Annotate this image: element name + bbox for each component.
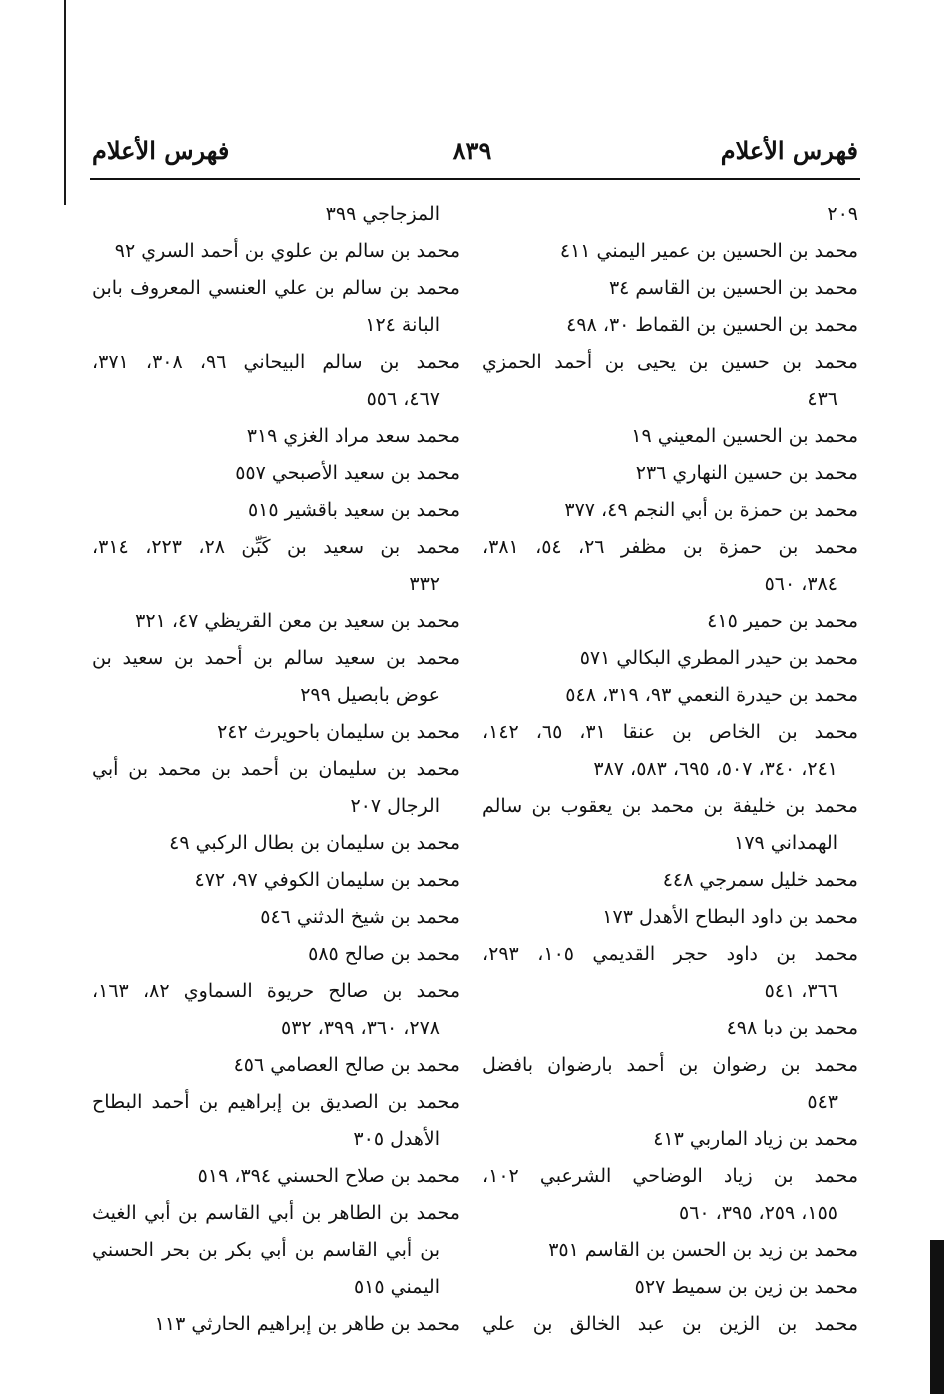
page-header — [92, 126, 858, 174]
index-entry-line: محمد بن سعيد سالم بن أحمد بن سعيد بن — [92, 647, 460, 669]
index-entry-line: محمد بن رضوان بن أحمد بارضوان بافضل — [482, 1054, 858, 1076]
index-entry-line: الهمداني ١٧٩ — [734, 832, 838, 854]
index-entry-line: محمد بن حسين النهاري ٢٣٦ — [635, 462, 858, 484]
index-entry-line: محمد بن داود حجر القديمي ١٠٥، ٢٩٣، — [482, 943, 858, 965]
index-entry-line: الرجال ٢٠٧ — [350, 795, 440, 817]
index-entry-line: ٣٣٢ — [409, 573, 440, 595]
index-entry-line: محمد بن حمير ٤١٥ — [707, 610, 858, 632]
index-entry-line: محمد بن زياد الماربي ٤١٣ — [653, 1128, 858, 1150]
index-entry-line: محمد بن سليمان بن بطال الركبي ٤٩ — [169, 832, 460, 854]
index-entry-line: محمد بن الزين بن عبد الخالق بن علي — [482, 1313, 858, 1335]
index-entry-line: محمد بن الحسين المعيني ١٩ — [631, 425, 858, 447]
index-entry-line: محمد بن شيخ الدثني ٥٤٦ — [260, 906, 460, 928]
index-entry-line: محمد بن حسين بن يحيى بن أحمد الحمزي — [482, 351, 858, 373]
page-number: ٨٣٩ — [452, 136, 492, 165]
index-entry-line: ٢٠٩ — [827, 203, 858, 225]
index-entry-line: الأهدل ٣٠٥ — [353, 1128, 440, 1150]
index-entry-line: محمد بن سالم بن علي العنسي المعروف بابن — [92, 277, 460, 299]
scan-edge-line — [64, 0, 66, 205]
index-entry-line: ٤٣٦ — [807, 388, 838, 410]
index-entry-line: محمد بن سليمان الكوفي ٩٧، ٤٧٢ — [194, 869, 460, 891]
index-entry-line: محمد بن الصديق بن إبراهيم بن أحمد البطاح — [92, 1091, 460, 1113]
index-entry-line: محمد بن زين بن سميط ٥٢٧ — [634, 1276, 858, 1298]
index-entry-line: ١٥٥، ٢٥٩، ٣٩٥، ٥٦٠ — [678, 1202, 838, 1224]
index-entry-line: محمد بن سليمان بن أحمد بن محمد بن أبي — [92, 758, 460, 780]
index-entry-line: محمد بن صلاح الحسني ٣٩٤، ٥١٩ — [197, 1165, 460, 1187]
index-entry-line: محمد بن الطاهر بن أبي القاسم بن أبي الغيث — [92, 1202, 460, 1224]
index-entry-line: محمد بن خليفة بن محمد بن يعقوب بن سالم — [482, 795, 858, 817]
index-entry-line: ٤٦٧، ٥٥٦ — [366, 388, 440, 410]
index-entry-line: محمد بن الحسين بن القماط ٣٠، ٤٩٨ — [566, 314, 858, 336]
index-entry-line: محمد بن سعيد الأصبحي ٥٥٧ — [235, 462, 460, 484]
index-entry-line: البانة ١٢٤ — [365, 314, 440, 336]
index-entry-line: ٣٨٤، ٥٦٠ — [764, 573, 838, 595]
index-entry-line: ٢٧٨، ٣٦٠، ٣٩٩، ٥٣٢ — [280, 1017, 440, 1039]
index-entry-line: محمد سعد مراد الغزي ٣١٩ — [246, 425, 460, 447]
index-column-right — [482, 196, 858, 1343]
index-entry-line: محمد بن سالم بن علوي بن أحمد السري ٩٢ — [114, 240, 460, 262]
index-entry-line: محمد بن سعيد باقشير ٥١٥ — [247, 499, 460, 521]
index-entry-line: محمد بن حيدر المطري البكالي ٥٧١ — [579, 647, 858, 669]
scan-edge-shadow — [930, 1240, 944, 1394]
index-entry-line: محمد بن حيدرة النعمي ٩٣، ٣١٩، ٥٤٨ — [565, 684, 858, 706]
index-entry-line: محمد بن صالح ٥٨٥ — [308, 943, 460, 965]
index-entry-line: محمد بن حمزة بن مظفر ٢٦، ٥٤، ٣٨١، — [482, 536, 858, 558]
index-entry-line: محمد خليل سمرجي ٤٤٨ — [662, 869, 858, 891]
index-entry-line: ٣٦٦، ٥٤١ — [764, 980, 838, 1002]
index-entry-line: المزجاجي ٣٩٩ — [325, 203, 440, 225]
index-entry-line: محمد بن سالم البيحاني ٩٦، ٣٠٨، ٣٧١، — [92, 351, 460, 373]
index-entry-line: محمد بن زياد الوضاحي الشرعبي ١٠٢، — [482, 1165, 858, 1187]
header-rule — [90, 178, 860, 180]
index-column-left — [92, 196, 460, 1343]
index-entry-line: محمد بن طاهر بن إبراهيم الحارثي ١١٣ — [154, 1313, 460, 1335]
index-entry-line: اليمني ٥١٥ — [353, 1276, 440, 1298]
index-entry-line: محمد بن حمزة بن أبي النجم ٤٩، ٣٧٧ — [564, 499, 858, 521]
index-entry-line: محمد بن سعيد بن معن القريظي ٤٧، ٣٢١ — [135, 610, 460, 632]
index-entry-line: محمد بن داود البطاح الأهدل ١٧٣ — [602, 906, 858, 928]
index-entry-line: ٢٤١، ٣٤٠، ٥٠٧، ٦٩٥، ٥٨٣، ٣٨٧ — [593, 758, 838, 780]
index-entry-line: محمد بن صالح العصامي ٤٥٦ — [233, 1054, 460, 1076]
index-entry-line: محمد بن الحسين بن القاسم ٣٤ — [608, 277, 858, 299]
index-entry-line: عوض بابصيل ٢٩٩ — [300, 684, 440, 706]
index-entry-line: محمد بن دبا ٤٩٨ — [726, 1017, 858, 1039]
running-title-right: فهرس الأعلام — [720, 136, 858, 165]
index-entry-line: محمد بن صالح حريوة السماوي ٨٢، ١٦٣، — [92, 980, 460, 1002]
index-entry-line: ٥٤٣ — [807, 1091, 838, 1113]
index-entry-line: محمد بن الحسين بن عمير اليمني ٤١١ — [559, 240, 858, 262]
index-entry-line: محمد بن الخاص بن عنقا ٣١، ٦٥، ١٤٢، — [482, 721, 858, 743]
index-entry-line: محمد بن سليمان باحويرث ٢٤٢ — [217, 721, 460, 743]
running-title-left: فهرس الأعلام — [92, 136, 230, 165]
index-entry-line: بن أبي القاسم بن أبي بكر بن بحر الحسني — [92, 1239, 440, 1261]
index-entry-line: محمد بن زيد بن الحسن بن القاسم ٣٥١ — [548, 1239, 858, 1261]
index-entry-line: محمد بن سعيد بن كَبِّن ٢٨، ٢٢٣، ٣١٤، — [92, 536, 460, 558]
